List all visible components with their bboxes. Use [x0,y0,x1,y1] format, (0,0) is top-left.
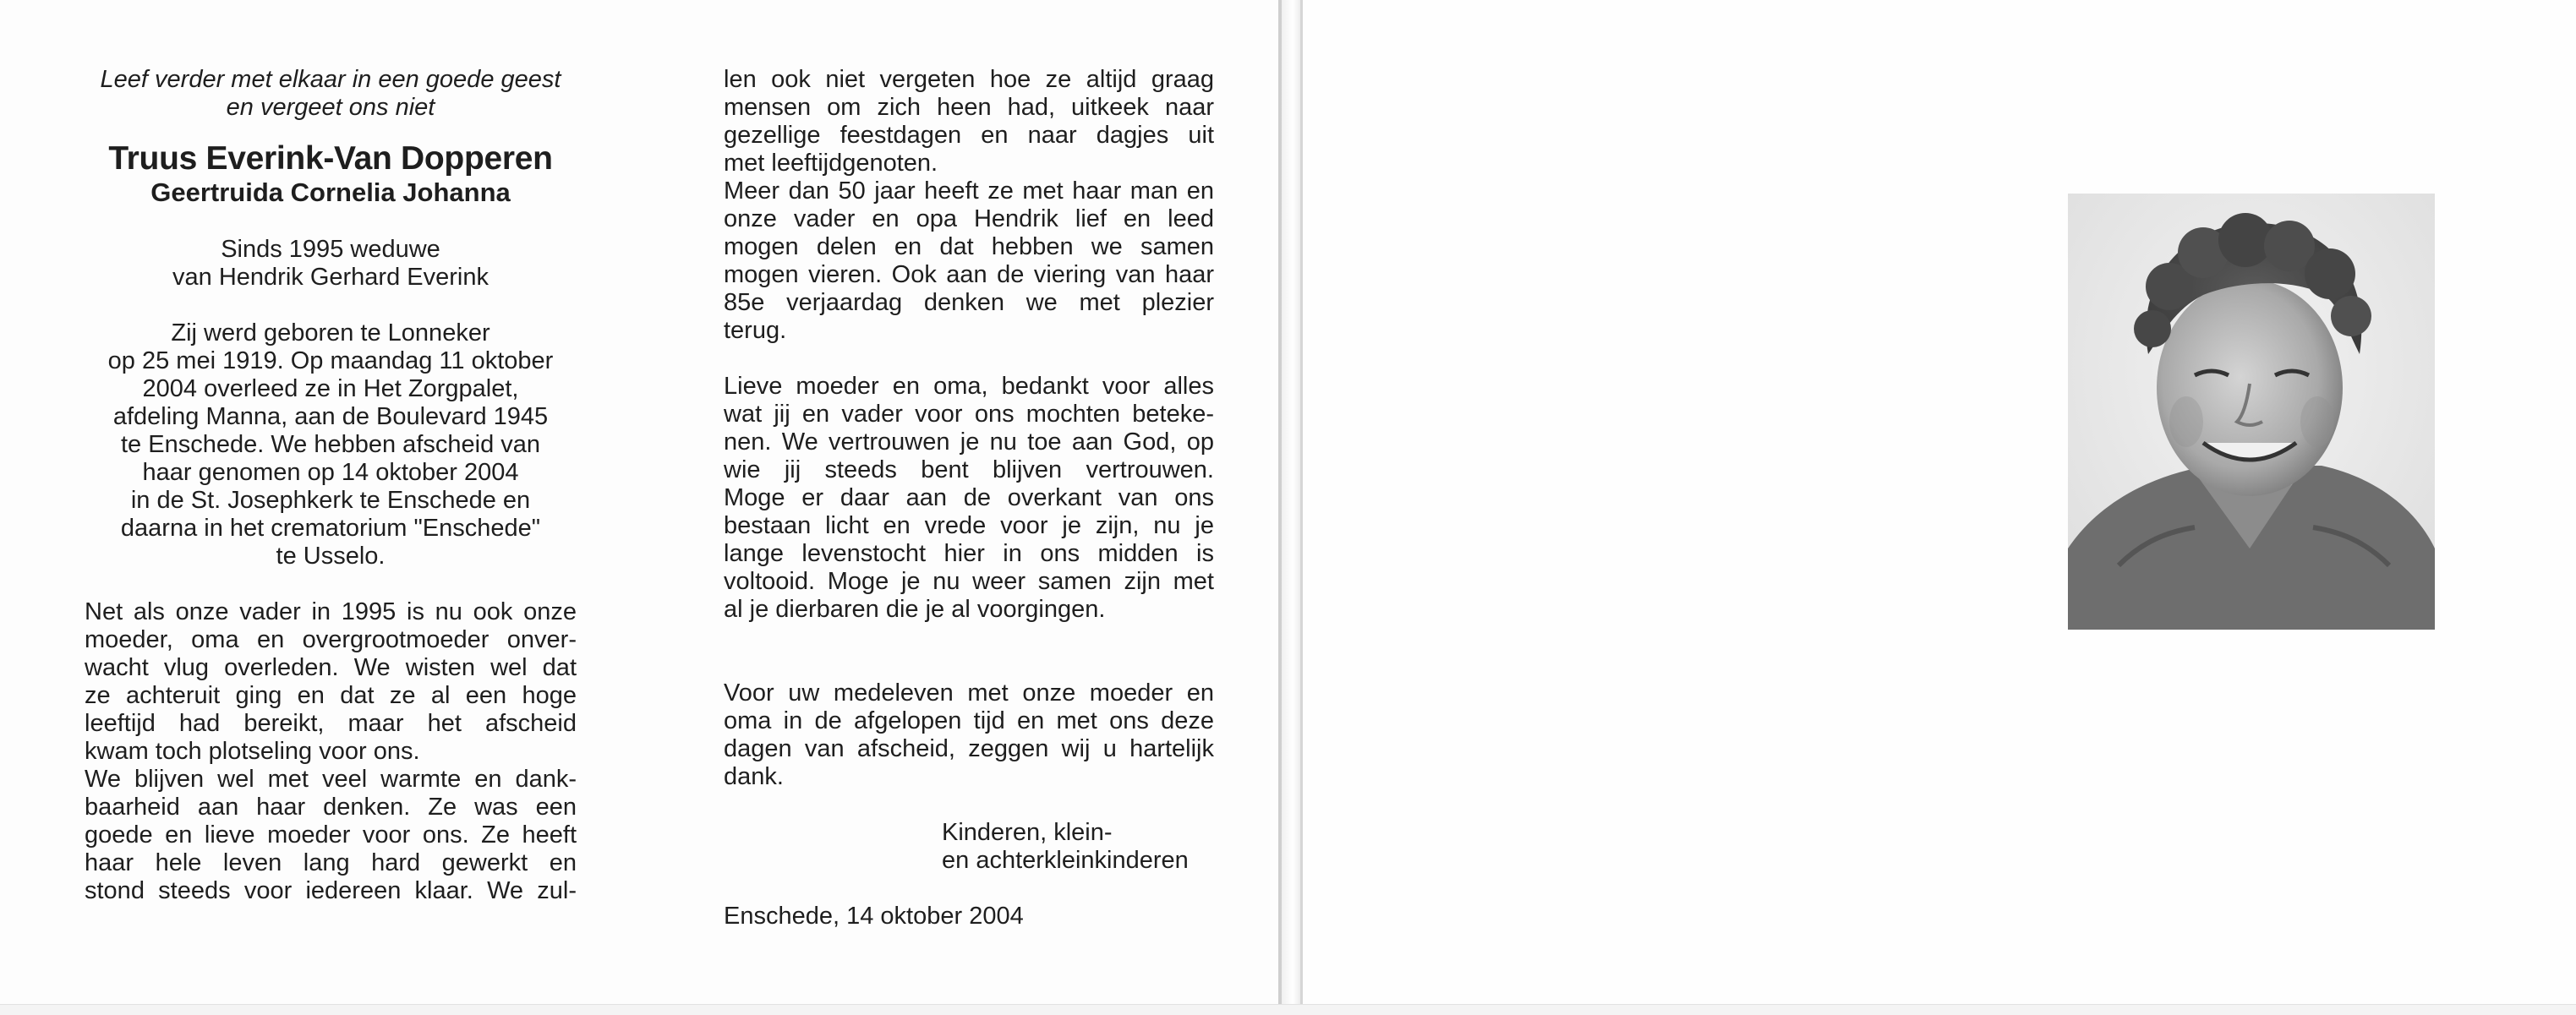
paragraph-line: onze vader en opa Hendrik lief en leed [724,205,1214,232]
motto-line: Leef verder met elkaar in een goede geest [100,66,561,93]
bio-line: te Enschede. We hebben afscheid van [120,431,541,458]
paragraph-line: al je dierbaren die je al voorgingen. [724,596,1106,623]
paragraph-line: terug. [724,317,787,344]
paragraph-line: Voor uw medeleven met onze moeder en [724,679,1214,707]
portrait-illustration [2068,194,2435,630]
paragraph-line: goede en lieve moeder voor ons. Ze heeft [85,821,577,849]
scan-bottom-edge [0,1004,2576,1015]
bio-line: te Usselo. [276,543,386,570]
text-column-right [724,66,1214,930]
signature-line: en achterkleinkinderen [942,847,1189,874]
paragraph-line: Lieve moeder en oma, bedankt voor alles [724,373,1214,400]
portrait-photo [2068,194,2435,630]
paragraph-line: haar hele leven lang hard gewerkt en [85,849,577,876]
paragraph-line: voltooid. Moge je nu weer samen zijn met [724,568,1214,595]
paragraph-line: bestaan licht en vrede voor je zijn, nu je [724,512,1214,539]
signature [942,819,1214,875]
paragraph-line: Net als onze vader in 1995 is nu ook onze [85,598,577,625]
bio-line: afdeling Manna, aan de Boulevard 1945 [112,403,549,430]
paragraph-line: Moge er daar aan de overkant van ons [724,484,1214,511]
place-date: Enschede, 14 oktober 2004 [724,903,1024,930]
paragraph-line: mogen vieren. Ook aan de viering van haar [724,261,1214,288]
deceased-name: Truus Everink-Van Dopperen [108,140,553,177]
given-names: Geertruida Cornelia Johanna [150,177,511,207]
bio-line: haar genomen op 14 oktober 2004 [142,459,519,486]
paragraph-line: lange levenstocht hier in ons midden is [724,540,1214,567]
tribute-paragraph [85,598,577,905]
biography [85,319,577,570]
widow-notice [85,236,577,292]
bio-line: op 25 mei 1919. Op maandag 11 oktober [107,347,554,374]
paragraph-line: 85e verjaardag denken we met plezier [724,289,1214,316]
widow-line: van Hendrik Gerhard Everink [172,264,489,291]
card-inner-page [0,0,1282,1014]
paragraph-line: ze achteruit ging en dat ze al een hoge [85,682,577,709]
paragraph-line: oma in de afgelopen tijd en met ons deze [724,707,1214,734]
motto [85,66,577,122]
bio-line: 2004 overleed ze in Het Zorgpalet, [142,375,519,402]
paragraph-line: dank. [724,763,784,790]
text-column-left [85,66,577,905]
card-fold [1282,0,1300,1014]
bio-line: Zij werd geboren te Lonneker [171,319,490,347]
paragraph-line: gezellige feestdagen en naar dagjes uit [724,122,1214,149]
memories-paragraph [724,66,1214,345]
paragraph-line: wat jij en vader voor ons mochten beteke- [724,401,1214,428]
paragraph-line: nen. We vertrouwen je nu toe aan God, op [724,428,1214,456]
paragraph-line: met leeftijdgenoten. [724,150,938,177]
bio-line: in de St. Josephkerk te Enschede en [130,487,531,514]
farewell-paragraph [724,373,1214,624]
paragraph-line: stond steeds voor iedereen klaar. We zul- [85,877,577,904]
paragraph-line: Meer dan 50 jaar heeft ze met haar man en [724,177,1214,205]
paragraph-line: mensen om zich heen had, uitkeek naar [724,94,1214,121]
bio-line: daarna in het crematorium "Enschede" [120,515,541,542]
paragraph-line: wacht vlug overleden. We wisten wel dat [85,654,577,681]
paragraph-line: mogen delen en dat hebben we samen [724,233,1214,260]
widow-line: Sinds 1995 weduwe [221,236,440,263]
paragraph-line: len ook niet vergeten hoe ze altijd graag [724,66,1214,93]
paragraph-line: kwam toch plotseling voor ons. [85,738,420,765]
paragraph-line: moeder, oma en overgrootmoeder onver- [85,626,577,653]
thanks-paragraph [724,679,1214,791]
paragraph-line: leeftijd had bereikt, maar het afscheid [85,710,577,737]
paragraph-line: wie jij steeds bent blijven vertrouwen. [724,456,1214,483]
paragraph-line: dagen van afscheid, zeggen wij u hartelijk [724,735,1214,762]
motto-line: en vergeet ons niet [226,94,435,121]
paragraph-line: We blijven wel met veel warmte en dank- [85,766,577,793]
paragraph-line: baarheid aan haar denken. Ze was een [85,794,577,821]
signature-line: Kinderen, klein- [942,819,1113,846]
